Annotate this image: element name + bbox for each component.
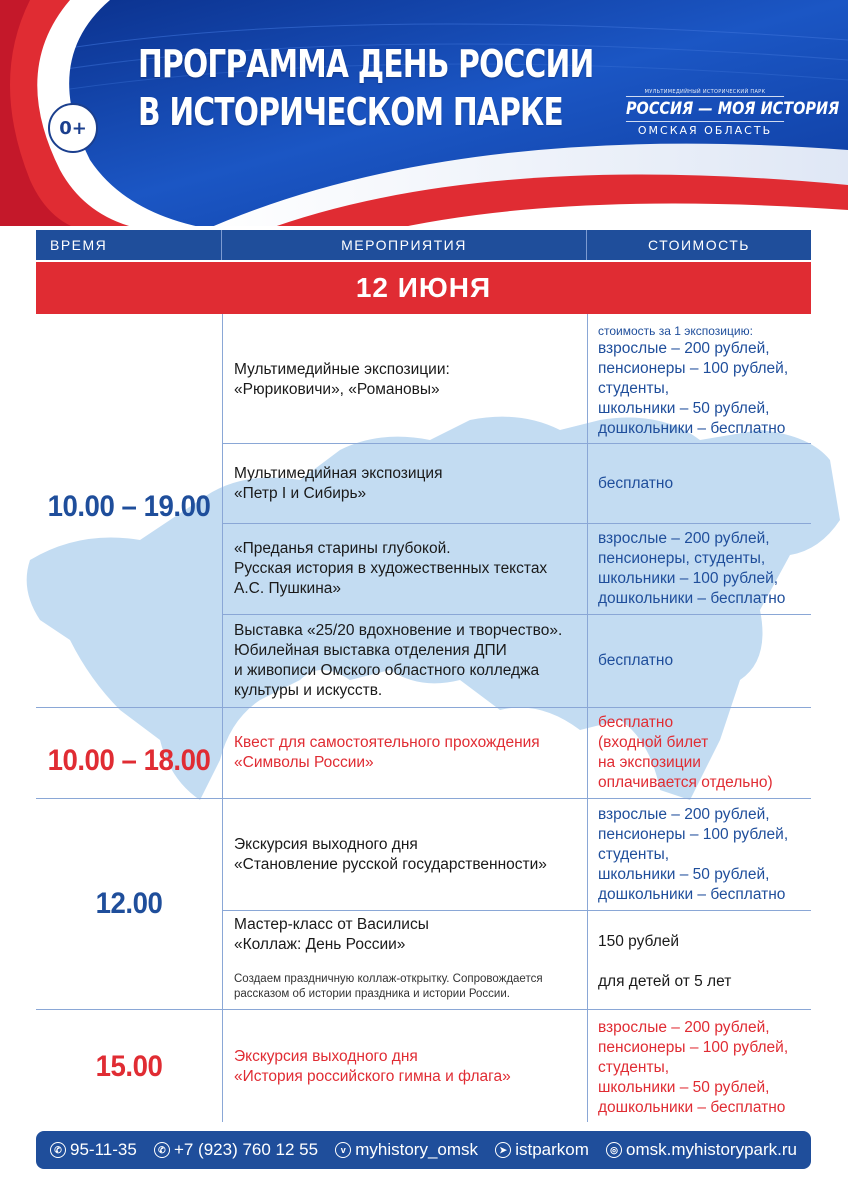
grid-hline	[222, 910, 811, 911]
cost-line: школьники – 50 рублей,	[598, 865, 770, 883]
cost-line: школьники – 50 рублей,	[598, 400, 770, 417]
event-cell	[234, 318, 584, 442]
cost-cell	[598, 320, 808, 442]
page-title	[138, 40, 594, 136]
grid-vline-1	[222, 314, 223, 1122]
event-cell	[234, 915, 584, 965]
title-line-1: ПРОГРАММА ДЕНЬ РОССИИ	[138, 42, 594, 86]
time-slot: 12.00	[95, 887, 163, 920]
event-cell	[234, 615, 584, 707]
cost-cell	[598, 708, 808, 798]
cost-line: дошкольники – бесплатно	[598, 885, 786, 903]
event-line: Экскурсия выходного дня	[234, 1048, 418, 1065]
cost-line: взрослые – 200 рублей,	[598, 1019, 770, 1036]
cost-line: дошкольники – бесплатно	[598, 1099, 786, 1116]
grid-hline	[36, 1009, 811, 1010]
cost-line: бесплатно	[598, 652, 674, 669]
title-line-2: В ИСТОРИЧЕСКОМ ПАРКЕ	[138, 90, 563, 134]
table-header	[36, 230, 811, 260]
event-line: «Петр I и Сибирь»	[234, 484, 367, 502]
cost-line: студенты,	[598, 380, 670, 397]
whatsapp-text: +7 (923) 760 12 55	[173, 1140, 319, 1159]
phone-icon: ✆	[50, 1142, 66, 1158]
event-cell	[234, 524, 584, 614]
cost-cell	[598, 444, 808, 523]
event-line: «Преданья старины глубокой.	[234, 540, 451, 557]
cost-line: школьники – 100 рублей,	[598, 570, 779, 587]
event-line: «Рюриковичи», «Романовы»	[234, 381, 440, 398]
event-line: Квест для самостоятельного прохождения	[234, 734, 540, 751]
contact-whatsapp[interactable]	[154, 1140, 318, 1160]
age-rating-badge: 0+	[48, 103, 98, 153]
event-line: Выставка «25/20 вдохновение и творчество».	[234, 622, 563, 639]
cost-cell	[598, 524, 808, 614]
grid-vline-2	[587, 314, 588, 1122]
contacts-footer	[36, 1131, 811, 1169]
note-line: рассказом об истории праздника и истории России.	[234, 988, 510, 1000]
contact-vk[interactable]	[335, 1140, 478, 1160]
col-header-time: ВРЕМЯ	[36, 230, 222, 260]
col-header-cost: СТОИМОСТЬ	[648, 237, 750, 253]
cost-line: бесплатно	[598, 474, 674, 492]
note-line: Создаем праздничную коллаж-открытку. Сопровождается	[234, 973, 543, 985]
event-note	[234, 972, 584, 1006]
whatsapp-icon: ✆	[154, 1142, 170, 1158]
cost-line: взрослые – 200 рублей,	[598, 805, 770, 823]
time-slot: 15.00	[95, 1050, 163, 1083]
event-line: А.С. Пушкина»	[234, 580, 342, 597]
contact-website[interactable]	[606, 1140, 797, 1160]
logo-subtitle: МУЛЬТИМЕДИЙНЫЙ ИСТОРИЧЕСКИЙ ПАРК	[644, 89, 766, 95]
event-line: культуры и искусств.	[234, 682, 383, 699]
cost-cell	[598, 930, 808, 954]
cost-line: пенсионеры – 100 рублей,	[598, 360, 789, 377]
col-header-events: МЕРОПРИЯТИЯ	[222, 230, 587, 260]
time-slot: 10.00 – 19.00	[47, 490, 211, 523]
event-cell	[234, 799, 584, 910]
cost-line: пенсионеры, студенты,	[598, 550, 766, 567]
event-cell	[234, 444, 584, 523]
cost-line: дошкольники – бесплатно	[598, 420, 786, 437]
cost-line: пенсионеры – 100 рублей,	[598, 825, 789, 843]
cost-line: взрослые – 200 рублей,	[598, 340, 770, 357]
website-text: omsk.myhistorypark.ru	[626, 1140, 797, 1159]
contact-telegram[interactable]	[495, 1140, 589, 1160]
event-line: Мультимедийные экспозиции:	[234, 361, 450, 378]
cost-cell	[598, 799, 808, 910]
telegram-icon: ➤	[495, 1142, 511, 1158]
cost-line: дошкольники – бесплатно	[598, 590, 786, 607]
cost-cell	[598, 1014, 808, 1122]
event-line: «Символы России»	[234, 754, 374, 771]
cost-cell	[598, 970, 808, 994]
cost-line: на экспозиции	[598, 754, 701, 771]
cost-line: пенсионеры – 100 рублей,	[598, 1039, 789, 1056]
cost-line: студенты,	[598, 1059, 670, 1076]
phone-text: 95-11-35	[70, 1140, 137, 1159]
event-line: Мастер-класс от Василисы	[234, 916, 429, 933]
logo-main-text: РОССИЯ — МОЯ ИСТОРИЯ	[626, 96, 784, 122]
event-line: «Коллаж: День России»	[234, 936, 406, 953]
vk-text: myhistory_omsk	[355, 1140, 479, 1159]
globe-icon: ◎	[606, 1142, 622, 1158]
event-line: «Становление русской государственности»	[234, 855, 547, 873]
cost-line: взрослые – 200 рублей,	[598, 530, 770, 547]
event-line: «История российского гимна и флага»	[234, 1068, 511, 1085]
vk-icon: v	[335, 1142, 351, 1158]
event-line: Юбилейная выставка отделения ДПИ	[234, 642, 507, 659]
event-cell	[234, 1012, 584, 1122]
cost-line: оплачивается отдельно)	[598, 774, 773, 791]
cost-line: школьники – 50 рублей,	[598, 1079, 770, 1096]
cost-line: стоимость за 1 экспозицию:	[598, 324, 753, 338]
event-line: и живописи Омского областного колледжа	[234, 662, 540, 679]
park-logo	[612, 88, 840, 140]
telegram-text: istparkom	[515, 1140, 589, 1159]
time-slot: 10.00 – 18.00	[47, 744, 211, 777]
event-line: Мультимедийная экспозиция	[234, 464, 443, 482]
cost-line: бесплатно	[598, 714, 674, 731]
logo-region: ОМСКАЯ ОБЛАСТЬ	[637, 124, 773, 137]
cost-cell	[598, 615, 808, 707]
cost-line: студенты,	[598, 845, 670, 863]
event-line: Русская история в художественных текстах	[234, 560, 548, 577]
event-line: Экскурсия выходного дня	[234, 835, 418, 853]
contact-phone[interactable]	[50, 1140, 137, 1160]
cost-line: (входной билет	[598, 734, 709, 751]
date-banner: 12 ИЮНЯ	[36, 262, 811, 314]
header-banner	[0, 0, 848, 232]
cost-line: 150 рублей	[598, 933, 680, 950]
event-cell	[234, 708, 584, 798]
cost-line: для детей от 5 лет	[598, 973, 732, 990]
